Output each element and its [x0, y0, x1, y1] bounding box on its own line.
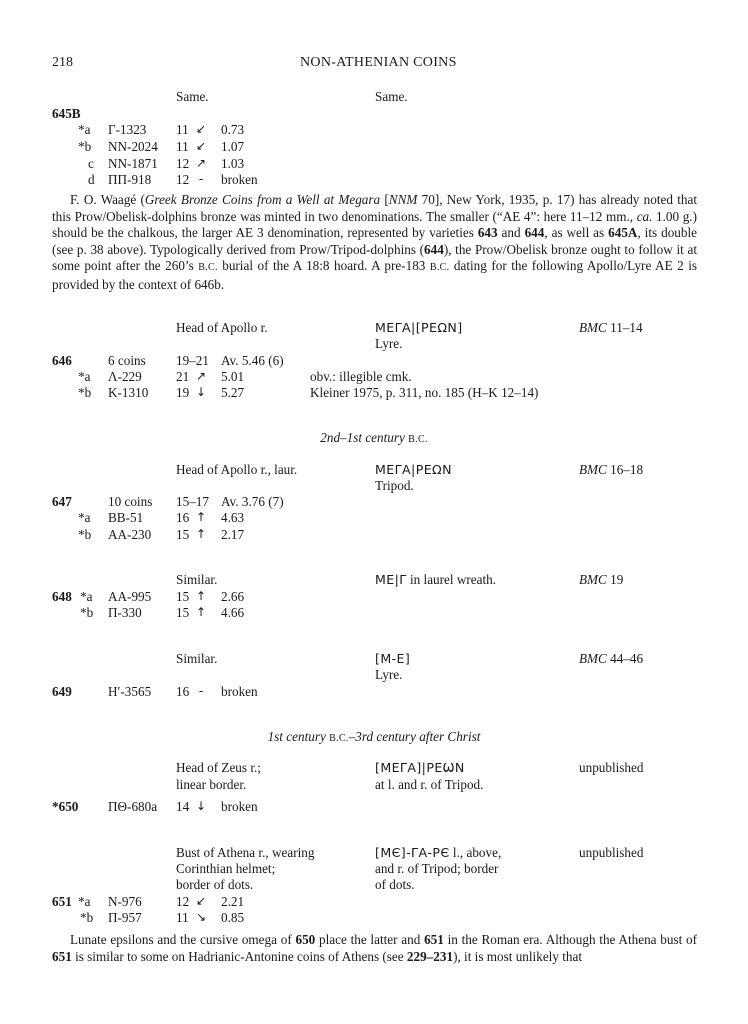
section-heading-text: 2nd–1st century: [320, 430, 409, 445]
series-abbrev: NNM: [388, 192, 418, 207]
obverse-border: linear border.: [176, 777, 247, 792]
era-abbrev: B.C.: [329, 733, 349, 744]
commentary-paragraph: [52, 192, 697, 294]
text-run: Lunate epsilons and the cursive omega of: [70, 932, 296, 947]
reverse-legend: [Μ-Ε]: [375, 651, 411, 666]
obverse-border: border of dots.: [176, 877, 254, 892]
specimen-mark: *a: [78, 510, 91, 525]
section-heading-text: –3rd century after Christ: [348, 729, 481, 744]
variety-ref: 650: [295, 932, 316, 947]
reference: [579, 651, 643, 668]
obverse-description: Head of Apollo r.: [176, 320, 268, 335]
catalog-number: 645B: [52, 106, 81, 121]
specimen-mark: *a: [78, 894, 91, 909]
coin-weight: broken: [221, 172, 258, 187]
coin-weight: 1.03: [221, 156, 245, 171]
reverse-type: Lyre.: [375, 336, 403, 351]
page-number: 218: [52, 55, 73, 70]
reference-range: 19: [606, 572, 624, 587]
coin-size: 15: [176, 605, 190, 620]
text-run: is similar to some on Hadrianic-Antonine coins of Athens (see: [71, 948, 407, 964]
inventory-number: K-1310: [108, 385, 149, 400]
reference-abbrev: BMC: [579, 462, 607, 477]
text-run: [: [380, 192, 389, 207]
reverse-description: [375, 845, 501, 862]
coin-size: 12: [176, 894, 190, 909]
die-axis-arrow: ↑: [195, 527, 207, 541]
reference: [579, 462, 643, 479]
section-heading: [0, 430, 748, 447]
section-heading: [0, 729, 748, 746]
coin-size: 16: [176, 684, 190, 699]
coin-weight: 2.21: [221, 894, 245, 909]
text-run: and: [497, 225, 525, 241]
die-axis-arrow: ↑: [195, 605, 207, 619]
coin-size: 14: [176, 799, 190, 814]
era-abbrev: B.C.: [429, 262, 450, 274]
reverse-legend: [ΜΕΓΑ]|ΡΕѠΝ: [375, 760, 465, 775]
specimen-mark: *b: [78, 385, 92, 400]
obverse-description: Bust of Athena r., wearing: [176, 845, 315, 860]
specimen-mark: *a: [78, 369, 91, 384]
coin-weight: 1.07: [221, 139, 245, 154]
inventory-number: Π-330: [108, 605, 142, 620]
inventory-number: BB-51: [108, 510, 144, 525]
reference: unpublished: [579, 845, 644, 860]
inventory-number: Γ-1323: [108, 122, 147, 137]
coin-count: 6 coins: [108, 353, 146, 368]
inventory-number: Λ-229: [108, 369, 142, 384]
coin-size: 12: [176, 156, 190, 171]
catalog-number: 649: [52, 684, 72, 699]
inventory-number: ΠΠ-918: [108, 172, 152, 187]
book-title: Greek Bronze Coins from a Well at Megara: [144, 192, 381, 207]
reverse-type: l., above,: [449, 845, 502, 860]
obverse-description: Similar.: [176, 572, 218, 587]
catalog-number: 648: [52, 589, 72, 604]
obverse-description: Same.: [176, 89, 209, 104]
variety-ref: 645A: [608, 225, 638, 241]
coin-weight: 4.66: [221, 605, 245, 620]
inventory-number: N-976: [108, 894, 142, 909]
reverse-type: Lyre.: [375, 667, 403, 682]
variety-ref: 644: [424, 241, 444, 257]
inventory-number: NN-2024: [108, 139, 158, 154]
variety-ref: 651: [52, 948, 72, 964]
commentary-paragraph: [52, 932, 697, 965]
coin-weight: 5.01: [221, 369, 245, 384]
coin-note: Kleiner 1975, p. 311, no. 185 (H–K 12–14): [310, 385, 539, 400]
inventory-number: NN-1871: [108, 156, 158, 171]
coin-weight: 0.85: [221, 910, 245, 925]
reference: [579, 572, 623, 589]
obverse-description: Corinthian helmet;: [176, 861, 276, 876]
die-axis-arrow: ↘: [195, 910, 207, 924]
reference: [579, 320, 643, 337]
specimen-mark: *b: [80, 910, 94, 925]
obverse-description: Head of Zeus r.;: [176, 760, 261, 775]
coin-note: obv.: illegible cmk.: [310, 369, 412, 384]
specimen-mark: *a: [80, 589, 93, 604]
average-weight: Av. 3.76 (7): [221, 494, 284, 509]
text-run: 70], New York, 1935, p. 17) has already noted that this Prow/Obelisk-dolphins bronze was minted in two denominations. The smaller (“AE 4”: here 11–12 mm.,: [52, 192, 697, 224]
reverse-type: Tripod.: [375, 478, 414, 493]
reference: unpublished: [579, 760, 644, 775]
reverse-description: [375, 572, 496, 589]
text-run: place the latter and: [315, 932, 425, 947]
coin-size: 15: [176, 527, 190, 542]
reference-range: 16–18: [606, 462, 644, 477]
specimen-mark: *b: [80, 605, 94, 620]
coin-size: 11: [176, 910, 189, 925]
reference-range: 44–46: [606, 651, 644, 666]
coin-count: 10 coins: [108, 494, 153, 509]
text-run: , its double (see p. 38 above). Typologically derived from Prow/Tripod-dolphins (: [52, 225, 697, 257]
text-run: in the Roman era. Although the Athena bust of: [443, 932, 697, 947]
variety-ref: 643: [477, 225, 498, 241]
size-range: 15–17: [176, 494, 209, 509]
obverse-description: Similar.: [176, 651, 218, 666]
reverse-type: and r. of Tripod; border: [375, 861, 499, 876]
variety-ref: 644: [524, 225, 545, 241]
variety-ref: 229–231: [406, 948, 454, 964]
coin-size: 15: [176, 589, 190, 604]
text-run: 1.00 g.) should be the chalkous, the larger AE 3 denomination, represented by varieties: [52, 208, 697, 241]
inventory-number: AA-230: [108, 527, 152, 542]
coin-weight: broken: [221, 684, 258, 699]
die-axis-arrow: ↑: [195, 510, 207, 524]
coin-weight: 4.63: [221, 510, 245, 525]
coin-weight: 5.27: [221, 385, 245, 400]
coin-weight: 0.73: [221, 122, 245, 137]
coin-size: 16: [176, 510, 190, 525]
inventory-number: Π-957: [108, 910, 142, 925]
inventory-number: H′-3565: [108, 684, 152, 699]
reverse-legend: [ΜЄ]-ΓΑ-ΡЄ: [375, 845, 450, 860]
die-axis-arrow: ↓: [195, 385, 207, 399]
die-axis-arrow: ↓: [195, 799, 207, 813]
die-axis-arrow: ↗: [195, 156, 207, 170]
circa-abbrev: ca.: [636, 208, 653, 224]
reference-abbrev: BMC: [579, 651, 607, 666]
die-axis-arrow: ↗: [195, 369, 207, 383]
coin-size: 12: [176, 172, 190, 187]
catalog-number: 651: [52, 894, 72, 909]
reference-abbrev: BMC: [579, 320, 607, 335]
die-axis-arrow: -: [198, 172, 204, 186]
average-weight: Av. 5.46 (6): [221, 353, 284, 368]
reference-range: 11–14: [606, 320, 643, 335]
catalog-number: 647: [52, 494, 72, 509]
reverse-type: in laurel wreath.: [406, 572, 497, 587]
specimen-mark: d: [88, 172, 95, 187]
size-range: 19–21: [176, 353, 209, 368]
era-abbrev: B.C.: [198, 262, 218, 274]
variety-ref: 651: [424, 932, 444, 947]
die-axis-arrow: ↙: [195, 894, 207, 908]
text-run: burial of the A 18:8 hoard. A pre-183: [217, 258, 430, 274]
coin-weight: 2.17: [221, 527, 245, 542]
catalog-number: *650: [52, 799, 79, 814]
catalog-number: 646: [52, 353, 72, 368]
coin-size: 11: [176, 139, 189, 154]
reverse-description: Same.: [375, 89, 408, 104]
die-axis-arrow: ↙: [195, 139, 207, 153]
coin-size: 21: [176, 369, 190, 384]
coin-size: 19: [176, 385, 190, 400]
reverse-border: of dots.: [375, 877, 415, 892]
inventory-number: AA-995: [108, 589, 152, 604]
reference-abbrev: BMC: [579, 572, 607, 587]
running-head: NON-ATHENIAN COINS: [300, 55, 457, 70]
inventory-number: ΠΘ-680a: [108, 799, 158, 814]
text-run: ), the Prow/Obelisk bronze ought to follow it at some point after the 260’s: [52, 241, 697, 274]
reverse-legend: ΜΕ|Γ: [375, 572, 407, 587]
text-run: F. O. Waagé (: [70, 192, 145, 207]
specimen-mark: *b: [78, 527, 92, 542]
specimen-mark: *a: [78, 122, 91, 137]
era-abbrev: B.C.: [408, 434, 428, 445]
obverse-description: Head of Apollo r., laur.: [176, 462, 298, 477]
text-run: , as well as: [544, 225, 609, 241]
coin-weight: broken: [221, 799, 258, 814]
die-axis-arrow: ↑: [195, 589, 207, 603]
coin-size: 11: [176, 122, 189, 137]
reverse-type: at l. and r. of Tripod.: [375, 777, 484, 792]
text-run: dating for the following Apollo/Lyre AE 2 is provided by the context of 646b.: [52, 258, 697, 292]
section-heading-text: 1st century: [267, 729, 330, 744]
die-axis-arrow: ↙: [195, 122, 207, 136]
reverse-legend: ΜΕΓΑ|[ΡΕΩΝ]: [375, 320, 463, 335]
text-run: ), it is most unlikely that: [453, 948, 583, 964]
die-axis-arrow: -: [198, 684, 204, 698]
specimen-mark: *b: [78, 139, 92, 154]
specimen-mark: c: [88, 156, 94, 171]
coin-weight: 2.66: [221, 589, 245, 604]
reverse-legend: ΜΕΓΑ|ΡΕΩΝ: [375, 462, 452, 477]
